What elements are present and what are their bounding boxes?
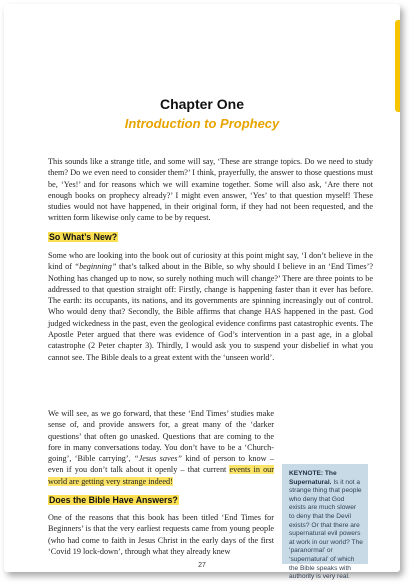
whats-new-paragraph (48, 250, 373, 363)
whats-new-text-b: that’s talked about in the Bible, so why should I believe in an ‘End Times’? Nothing has changed up to now, so surely nothing much will change?’ There are three points to be addressed to that question straight off: Firstly, change is happening faster than it ever has before. The earth: its occupants, its nations, and its governments are spinning increasingly out of control. Who would deny that? Secondly, the Bible affirms that change HAS happened in the past. God judged wickedness in the past, even the geological evidence confirms past catastrophic events. The Apostle Peter argued that there was evidence of God’s intervention in a past age, in a global catastrophe (2 Peter chapter 3). Thirdly, I would ask you to suspend your disbelief in what you cannot see. The Bible deals to a great extent with the ‘unseen world’. (48, 262, 373, 362)
highlighted-text: events in our world are getting very strange indeed! (48, 465, 275, 486)
heading-bible-answers-text: Does the Bible Have Answers? (49, 495, 178, 505)
whats-new-text-a: Some who are looking into the book out of curiosity at this point might say, ‘I don’t believe in the kind of (48, 251, 373, 272)
heading-bible-answers (48, 494, 179, 506)
intro-paragraph: This sounds like a strange title, and some will say, ‘These are strange topics. Do we need to study them? Do we even need to consider them?’ I think, prayerfully, the answer to those questions must be, ‘Yes!’ and for reasons which we will examine together. Some will also ask, ‘Are there not enough books on prophecy already?’ I might even answer, ‘Yes’ to that question myself! These studies would not have happened, in their original form, if they had not been requested, and the written form likewise only came to be by request. (48, 157, 373, 223)
chapter-title: Chapter One (159, 96, 244, 112)
chapter-subtitle: Introduction to Prophecy (124, 116, 280, 131)
end-times-text-b: kind of person to know – even if you don’t talk about it openly – that current (48, 454, 274, 475)
whats-new-emphasis: “beginning” (74, 262, 117, 272)
book-page (4, 4, 400, 581)
bible-answers-paragraph: One of the reasons that this book has been titled ‘End Times for Beginners’ is that the very earliest requests came from young people (who had come to faith in Jesus Christ in the early days of the first ‘Covid 19 lock-down’, through what they already knew (48, 513, 274, 556)
heading-whats-new-text: So What’s New? (49, 232, 118, 242)
page-number: 27 (198, 562, 206, 569)
end-times-emphasis: “Jesus saves” (134, 454, 182, 464)
end-times-paragraph (48, 408, 274, 487)
heading-whats-new (48, 231, 118, 243)
keynote-label: KEYNOTE: The Supernatural. (289, 470, 337, 486)
keynote-text: Is it not a strange thing that people who deny that God exists are much slower to deny that the Devil exists? Or that there are supernatural evil powers at work in our world? The ‘paranormal’ or ‘supernatural’ of which the Bible speaks with authority is very real. (289, 478, 363, 581)
keynote-box (282, 464, 368, 581)
end-times-text-a: We will see, as we go forward, that these ‘End Times’ studies make sense of, and provide answers for, a great many of the ‘darker questions’ that often go unasked. Questions that are coming to the fore in many conversations today. You don’t have to be a ‘Church-going’, ‘Bible carrying’, (48, 409, 274, 464)
